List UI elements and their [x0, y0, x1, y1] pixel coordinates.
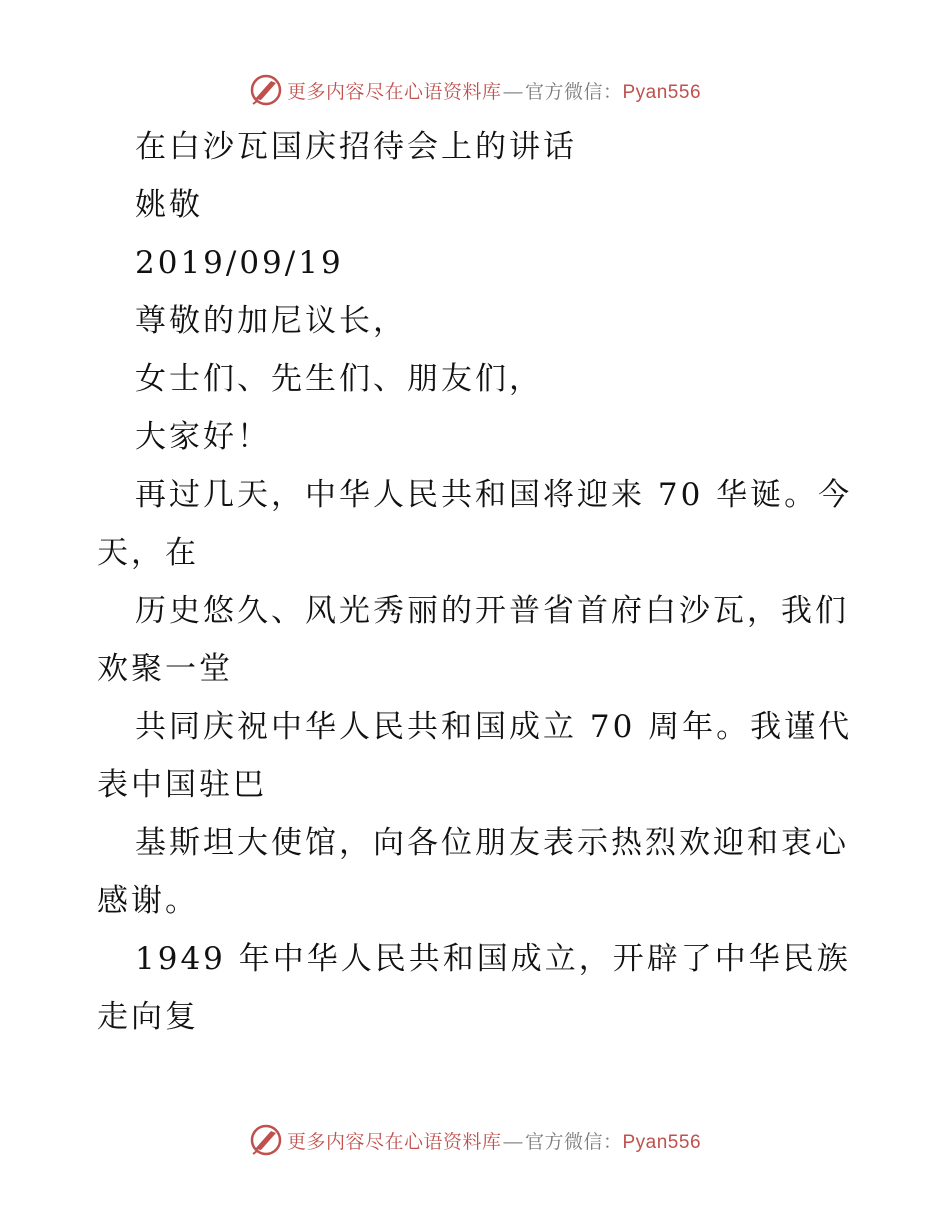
watermark-label: 官方微信：: [524, 1131, 623, 1153]
document-date: 2019/09/19: [135, 245, 344, 281]
quill-pen-logo-icon: [249, 1123, 283, 1157]
quill-pen-logo-icon: [249, 73, 283, 107]
body-paragraph: 1949 年中华人民共和国成立，开辟了中华民族走向复: [97, 941, 851, 1035]
watermark-wechat-id: Pyan556: [622, 81, 702, 103]
salutation-line: 尊敬的加尼议长，: [135, 303, 407, 339]
watermark-wechat-id: Pyan556: [622, 1131, 702, 1153]
body-paragraph: 共同庆祝中华人民共和国成立 70 周年。我谨代表中国驻巴: [97, 709, 853, 803]
greeting-line: 大家好！: [135, 419, 271, 455]
watermark-label: 官方微信：: [524, 81, 623, 103]
document-body: [97, 118, 857, 1046]
watermark-text: [287, 1127, 701, 1154]
watermark-dash: —: [503, 1131, 523, 1153]
watermark-footer: [0, 1120, 950, 1160]
watermark-text: [287, 77, 701, 104]
salutation-line: 女士们、先生们、朋友们，: [135, 361, 543, 397]
body-paragraph: 再过几天，中华人民共和国将迎来 70 华诞。今天，在: [97, 477, 853, 571]
watermark-brand: 更多内容尽在心语资料库: [286, 1131, 502, 1153]
watermark-header: [0, 70, 950, 110]
document-title: 在白沙瓦国庆招待会上的讲话: [135, 129, 577, 165]
body-paragraph: 历史悠久、风光秀丽的开普省首府白沙瓦，我们欢聚一堂: [97, 593, 849, 687]
body-paragraph: 基斯坦大使馆，向各位朋友表示热烈欢迎和衷心感谢。: [97, 825, 849, 919]
document-author: 姚敬: [135, 187, 203, 223]
watermark-dash: —: [503, 81, 523, 103]
watermark-brand: 更多内容尽在心语资料库: [286, 81, 502, 103]
